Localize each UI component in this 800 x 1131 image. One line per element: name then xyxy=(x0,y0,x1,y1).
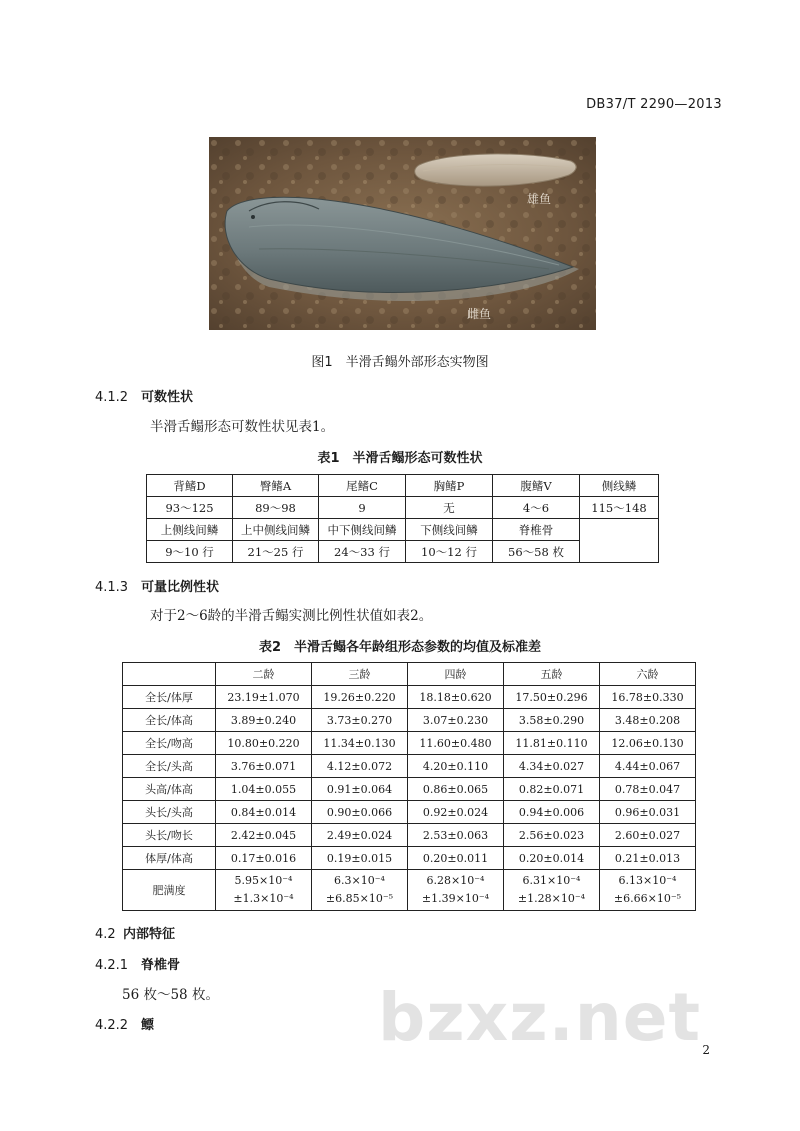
table-row xyxy=(123,755,696,778)
paragraph-4-1-3: 对于2～6龄的半滑舌鳎实测比例性状值如表2。 xyxy=(150,608,433,624)
table-cell: 侧线鳞 xyxy=(580,475,659,497)
table-cell: 0.78±0.047 xyxy=(600,778,696,801)
table-row xyxy=(123,778,696,801)
table-cell: 0.91±0.064 xyxy=(312,778,408,801)
table-cell: 9 xyxy=(319,497,406,519)
value-bottom: ±6.66×10⁻⁵ xyxy=(613,892,682,905)
table-cell: 4.12±0.072 xyxy=(312,755,408,778)
table-cell: 0.94±0.006 xyxy=(504,801,600,824)
table-cell: 23.19±1.070 xyxy=(216,686,312,709)
table-cell: 2.49±0.024 xyxy=(312,824,408,847)
section-title: 可量比例性状 xyxy=(141,580,220,595)
section-title: 脊椎骨 xyxy=(141,958,181,973)
table-header-row xyxy=(123,663,696,686)
table-cell: 10.80±0.220 xyxy=(216,732,312,755)
table-row xyxy=(123,732,696,755)
table-cell: 1.04±0.055 xyxy=(216,778,312,801)
table-cell: 0.90±0.066 xyxy=(312,801,408,824)
watermark: bzxz.net xyxy=(378,979,702,1056)
female-label: 雌鱼 xyxy=(467,307,492,321)
table-cell: 腹鳍V xyxy=(493,475,580,497)
table-cell: 0.17±0.016 xyxy=(216,847,312,870)
section-title: 鳔 xyxy=(141,1018,155,1033)
table-row xyxy=(123,824,696,847)
section-heading-4-2-2 xyxy=(95,1014,154,1033)
table-header-cell xyxy=(123,663,216,686)
table-cell: 21～25 行 xyxy=(233,541,319,563)
table-header-cell: 五龄 xyxy=(504,663,600,686)
table-cell: 0.82±0.071 xyxy=(504,778,600,801)
paragraph-4-1-2: 半滑舌鳎形态可数性状见表1。 xyxy=(150,419,335,435)
section-heading-4-2-1 xyxy=(95,954,180,973)
fish-illustration xyxy=(209,137,596,330)
table-row xyxy=(123,709,696,732)
table-cell xyxy=(408,870,504,911)
table-cell: 背鳍D xyxy=(147,475,233,497)
table-row xyxy=(123,686,696,709)
table-cell-empty xyxy=(580,519,659,563)
section-title: 可数性状 xyxy=(141,390,194,405)
table-cell: 2.56±0.023 xyxy=(504,824,600,847)
table-cell: 尾鳍C xyxy=(319,475,406,497)
table-cell: 头高/体高 xyxy=(123,778,216,801)
table2-caption: 表2 半滑舌鳎各年龄组形态参数的均值及标准差 xyxy=(258,640,542,655)
table-cell: 115～148 xyxy=(580,497,659,519)
table-cell: 头长/吻长 xyxy=(123,824,216,847)
page-number: 2 xyxy=(702,1043,710,1057)
table-cell xyxy=(600,870,696,911)
section-number: 4.2.1 xyxy=(95,958,129,973)
table-cell: 2.53±0.063 xyxy=(408,824,504,847)
table-cell: 全长/吻高 xyxy=(123,732,216,755)
table-row xyxy=(147,497,659,519)
section-heading-4-1-2 xyxy=(95,386,193,405)
value-bottom: ±6.85×10⁻⁵ xyxy=(325,892,394,905)
table-cell: 11.60±0.480 xyxy=(408,732,504,755)
table-header-cell: 二龄 xyxy=(216,663,312,686)
proportion-traits-table xyxy=(122,662,696,911)
document-code: DB37/T 2290—2013 xyxy=(586,97,722,112)
value-bottom: ±1.39×10⁻⁴ xyxy=(421,892,490,905)
section-heading-4-2 xyxy=(95,923,175,942)
table-cell: 4.20±0.110 xyxy=(408,755,504,778)
value-top: 6.3×10⁻⁴ xyxy=(334,874,385,887)
table-cell: 3.48±0.208 xyxy=(600,709,696,732)
table-cell: 0.96±0.031 xyxy=(600,801,696,824)
table-cell: 0.19±0.015 xyxy=(312,847,408,870)
table-cell: 3.73±0.270 xyxy=(312,709,408,732)
section-number: 4.1.2 xyxy=(95,390,129,405)
table-cell xyxy=(312,870,408,911)
table-row xyxy=(123,847,696,870)
table-cell: 上侧线间鳞 xyxy=(147,519,233,541)
value-top: 5.95×10⁻⁴ xyxy=(234,874,293,887)
table-cell: 下侧线间鳞 xyxy=(406,519,493,541)
table-cell: 全长/体高 xyxy=(123,709,216,732)
table-cell: 无 xyxy=(406,497,493,519)
table-cell: 2.42±0.045 xyxy=(216,824,312,847)
table-header-cell: 三龄 xyxy=(312,663,408,686)
table-header-cell: 六龄 xyxy=(600,663,696,686)
table-cell: 全长/头高 xyxy=(123,755,216,778)
section-number: 4.1.3 xyxy=(95,580,129,595)
table-cell xyxy=(216,870,312,911)
fish-photo xyxy=(209,137,596,330)
table-cell: 2.60±0.027 xyxy=(600,824,696,847)
table-cell: 全长/体厚 xyxy=(123,686,216,709)
table-cell: 胸鳍P xyxy=(406,475,493,497)
table-cell: 0.21±0.013 xyxy=(600,847,696,870)
table-cell: 12.06±0.130 xyxy=(600,732,696,755)
table-cell: 中下侧线间鳞 xyxy=(319,519,406,541)
table-cell: 9～10 行 xyxy=(147,541,233,563)
table-cell: 16.78±0.330 xyxy=(600,686,696,709)
table-cell: 18.18±0.620 xyxy=(408,686,504,709)
table-cell: 4.34±0.027 xyxy=(504,755,600,778)
table-cell: 19.26±0.220 xyxy=(312,686,408,709)
table-cell: 17.50±0.296 xyxy=(504,686,600,709)
section-title: 内部特征 xyxy=(123,927,176,942)
table-cell: 头长/头高 xyxy=(123,801,216,824)
table-header-cell: 四龄 xyxy=(408,663,504,686)
table-cell: 脊椎骨 xyxy=(493,519,580,541)
table-cell: 体厚/体高 xyxy=(123,847,216,870)
paragraph-4-2-1: 56 枚～58 枚。 xyxy=(122,987,219,1003)
table-row xyxy=(147,475,659,497)
table-row xyxy=(123,801,696,824)
table-cell: 上中侧线间鳞 xyxy=(233,519,319,541)
male-label: 雄鱼 xyxy=(527,192,552,206)
table-cell: 0.92±0.024 xyxy=(408,801,504,824)
table-cell: 4～6 xyxy=(493,497,580,519)
table-row xyxy=(147,519,659,541)
value-top: 6.13×10⁻⁴ xyxy=(618,874,677,887)
value-bottom: ±1.3×10⁻⁴ xyxy=(233,892,294,905)
table-cell: 臀鳍A xyxy=(233,475,319,497)
table-cell: 89～98 xyxy=(233,497,319,519)
table-cell: 11.81±0.110 xyxy=(504,732,600,755)
value-bottom: ±1.28×10⁻⁴ xyxy=(517,892,586,905)
table1-caption: 表1 半滑舌鳎形态可数性状 xyxy=(317,451,483,466)
value-top: 6.31×10⁻⁴ xyxy=(522,874,581,887)
section-heading-4-1-3 xyxy=(95,576,219,595)
table-cell: 24～33 行 xyxy=(319,541,406,563)
table-cell: 3.07±0.230 xyxy=(408,709,504,732)
table-cell: 0.20±0.011 xyxy=(408,847,504,870)
countable-traits-table xyxy=(146,474,659,563)
value-top: 6.28×10⁻⁴ xyxy=(426,874,485,887)
section-number: 4.2.2 xyxy=(95,1018,129,1033)
table-cell: 56～58 枚 xyxy=(493,541,580,563)
table-cell: 4.44±0.067 xyxy=(600,755,696,778)
table-cell: 3.58±0.290 xyxy=(504,709,600,732)
table-cell: 3.76±0.071 xyxy=(216,755,312,778)
table-cell xyxy=(504,870,600,911)
table-cell: 93～125 xyxy=(147,497,233,519)
table-cell: 11.34±0.130 xyxy=(312,732,408,755)
table-cell: 0.86±0.065 xyxy=(408,778,504,801)
table-cell: 0.84±0.014 xyxy=(216,801,312,824)
table-row xyxy=(123,870,696,911)
table-cell: 3.89±0.240 xyxy=(216,709,312,732)
section-number: 4.2 xyxy=(95,927,116,942)
table-cell: 0.20±0.014 xyxy=(504,847,600,870)
table-cell: 肥满度 xyxy=(123,870,216,911)
figure-caption: 图1 半滑舌鳎外部形态实物图 xyxy=(311,355,489,370)
table-cell: 10～12 行 xyxy=(406,541,493,563)
